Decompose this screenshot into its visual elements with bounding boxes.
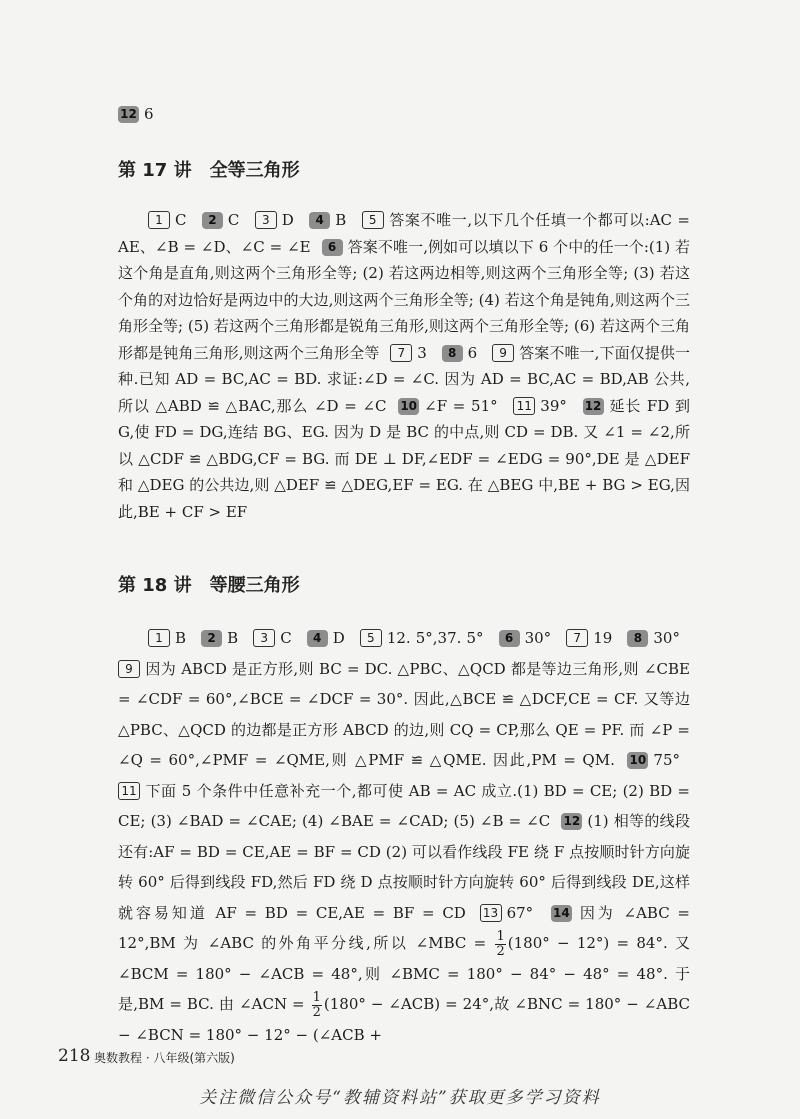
answer-text: 19	[593, 629, 613, 647]
answer-text: C	[175, 211, 187, 229]
answer-number-badge: 10	[398, 398, 419, 415]
answer-number-badge: 13	[480, 904, 502, 922]
answer-13	[480, 904, 534, 922]
answers-paragraph	[118, 623, 690, 1050]
section-17-answers	[118, 207, 690, 525]
answer-2	[202, 211, 239, 229]
answer-number-badge: 8	[627, 630, 648, 647]
fraction-one-half	[312, 991, 322, 1020]
answer-number-badge: 12	[118, 106, 139, 123]
answer-text: 30°	[524, 629, 552, 647]
answers-paragraph	[118, 207, 690, 525]
answer-12-text: 延长 FD 到 G,使 FD = DG,连结 BG、EG. 因为 D 是 BC 的中点,则 CD = DB. 又 ∠1 = ∠2,所以 △CDF ≌ △BDG,CF = BG. 而 DE ⊥ DF,∠EDF = ∠EDG = 90°,DE 是 △DEF 和 △DEG 的公共边,则 △DEF ≌ △DEG,EF = EG. 在 △BEG 中,BE + BG > EG,因此,BE + CF > EF	[118, 396, 690, 521]
answer-14-text-c: (180° − ∠ACB) = 24°,故 ∠BNC = 180° − ∠ABC − ∠BCN = 180° − 12° − (∠ACB +	[118, 995, 690, 1044]
answer-number-badge: 5	[360, 629, 382, 647]
answer-2	[201, 629, 238, 647]
fraction-one-half	[495, 930, 505, 959]
answer-3	[253, 629, 291, 647]
answer-text: 39°	[540, 396, 567, 415]
answer-text: B	[175, 629, 187, 647]
answer-text: C	[227, 211, 240, 229]
answer-number-badge: 5	[362, 211, 384, 229]
fraction-denominator: 2	[312, 1004, 321, 1020]
answer-4	[307, 629, 345, 647]
answer-number-badge: 1	[148, 211, 170, 229]
answer-number-badge: 11	[118, 782, 140, 800]
answer-6	[499, 629, 552, 647]
fraction-numerator: 1	[312, 989, 321, 1005]
answer-number-badge: 7	[390, 344, 412, 362]
answer-text: B	[227, 629, 239, 647]
answer-14-text-a: 因为 ∠ABC = 12°,BM 为 ∠ABC 的外角平分线,所以 ∠MBC =	[118, 903, 690, 952]
answer-text: ∠F = 51°	[424, 396, 498, 415]
page-number: 218	[58, 1046, 91, 1066]
section-18-heading	[118, 574, 300, 598]
book-title: 奥数教程 · 八年级(第六版)	[94, 1051, 235, 1065]
answer-text: 3	[417, 343, 427, 362]
answer-number-badge: 2	[202, 212, 223, 229]
answer-text: D	[281, 211, 294, 229]
answer-number-badge: 9	[118, 660, 140, 678]
answer-number-badge: 8	[442, 345, 463, 362]
answer-text: B	[335, 211, 347, 229]
answer-11	[513, 397, 567, 415]
answer-number-badge: 6	[322, 239, 343, 256]
answer-number-badge: 9	[492, 344, 514, 362]
answer-text: 67°	[506, 903, 534, 922]
answer-text: 30°	[653, 629, 680, 647]
top-answer	[118, 103, 154, 125]
answer-text: 6	[144, 105, 154, 123]
lecture-title: 等腰三角形	[209, 575, 300, 596]
answer-4	[309, 211, 346, 229]
answer-number-badge: 12	[561, 813, 582, 830]
lecture-number: 第 17 讲	[118, 160, 192, 181]
answer-text: 75°	[653, 751, 680, 769]
answer-number-badge: 6	[499, 630, 520, 647]
lecture-title: 全等三角形	[209, 160, 300, 181]
answer-6-text: 答案不唯一,例如可以填以下 6 个中的任一个:(1) 若这个角是直角,则这两个三角形全等; (2) 若这两边相等,则这两个三角形全等; (3) 若这个角的对边恰好是两边中的大边,则这两个三角形全等; (4) 若这个角是钝角,则这两个三角形全等; (5) 若这两个三角形都是锐角三角形,则这两个三角形全等; (6) 若这两个三角形都是钝角三角形,则这两个三角形全等	[118, 237, 690, 362]
section-18-answers	[118, 623, 690, 1050]
answer-8	[442, 344, 478, 362]
section-17-heading	[118, 159, 300, 183]
answer-14-text-b: (180° − 12°) = 84°. 又 ∠BCM = 180° − ∠ACB = 48°,则 ∠BMC = 180° − 84° − 48° = 48°. 于是,BM = BC. 由 ∠ACN =	[118, 934, 690, 1013]
answer-10	[398, 397, 497, 415]
answer-number-badge: 4	[309, 212, 330, 229]
answer-number-badge: 12	[583, 398, 604, 415]
answer-text: 12. 5°,37. 5°	[386, 629, 484, 647]
answer-7	[566, 629, 612, 647]
answer-3	[255, 211, 294, 229]
fraction-denominator: 2	[496, 943, 505, 959]
answer-number-badge: 7	[566, 629, 588, 647]
fraction-numerator: 1	[496, 928, 505, 944]
answer-9-text: 因为 ABCD 是正方形,则 BC = DC. △PBC、△QCD 都是等边三角形,则 ∠CBE = ∠CDF = 60°,∠BCE = ∠DCF = 30°. 因此,△BCE ≌ △DCF,CE = CF. 又等边 △PBC、△QCD 的边都是正方形 ABCD 的边,则 CQ = CP,那么 QE = PF. 而 ∠P = ∠Q = 60°,∠PMF = ∠QME,则 △PMF ≌ △QME. 因此,PM = QM.	[118, 659, 690, 769]
answer-5-text: 答案不唯一,以下几个任填一个都可以:AC = AE、∠B = ∠D、∠C = ∠E	[118, 211, 690, 256]
answer-text: D	[332, 629, 345, 647]
answer-number-badge: 3	[253, 629, 275, 647]
answer-11-text: 下面 5 个条件中任意补充一个,都可使 AB = AC 成立.(1) BD = CE; (2) BD = CE; (3) ∠BAD = ∠CAE; (4) ∠BAE = ∠CAD; (5) ∠B = ∠C	[118, 781, 690, 830]
answer-number-badge: 14	[551, 905, 572, 922]
answer-12-text: (1) 相等的线段还有:AF = BD = CE,AE = BF = CD (2) 可以看作线段 FE 绕 F 点按顺时针方向旋转 60° 后得到线段 FD,然后 FD 绕 D 点按顺时针方向旋转 60° 后得到线段 DE,这样就容易知道 AF = BD = CE,AE = BF = CD	[118, 812, 690, 922]
answer-5	[360, 629, 484, 647]
answer-number-badge: 2	[201, 630, 222, 647]
answer-number-badge: 10	[627, 752, 648, 769]
watermark-text: 关注微信公众号“教辅资料站”获取更多学习资料	[199, 1088, 601, 1108]
answer-9-text: 答案不唯一,下面仅提供一种.已知 AD = BC,AC = BD. 求证:∠D = ∠C. 因为 AD = BC,AC = BD,AB 公共,所以 △ABD ≌ △BAC,那么 ∠D = ∠C	[118, 343, 690, 415]
answer-8	[627, 629, 680, 647]
answer-7	[390, 344, 427, 362]
answer-number-badge: 4	[307, 630, 328, 647]
answer-text: 6	[467, 343, 478, 362]
answer-1	[148, 629, 186, 647]
lecture-number: 第 18 讲	[118, 575, 192, 596]
answer-10	[627, 751, 680, 769]
answer-number-badge: 11	[513, 397, 535, 415]
answer-number-badge: 1	[148, 629, 170, 647]
answer-text: C	[280, 629, 292, 647]
answer-number-badge: 3	[255, 211, 277, 229]
answer-1	[148, 211, 186, 229]
